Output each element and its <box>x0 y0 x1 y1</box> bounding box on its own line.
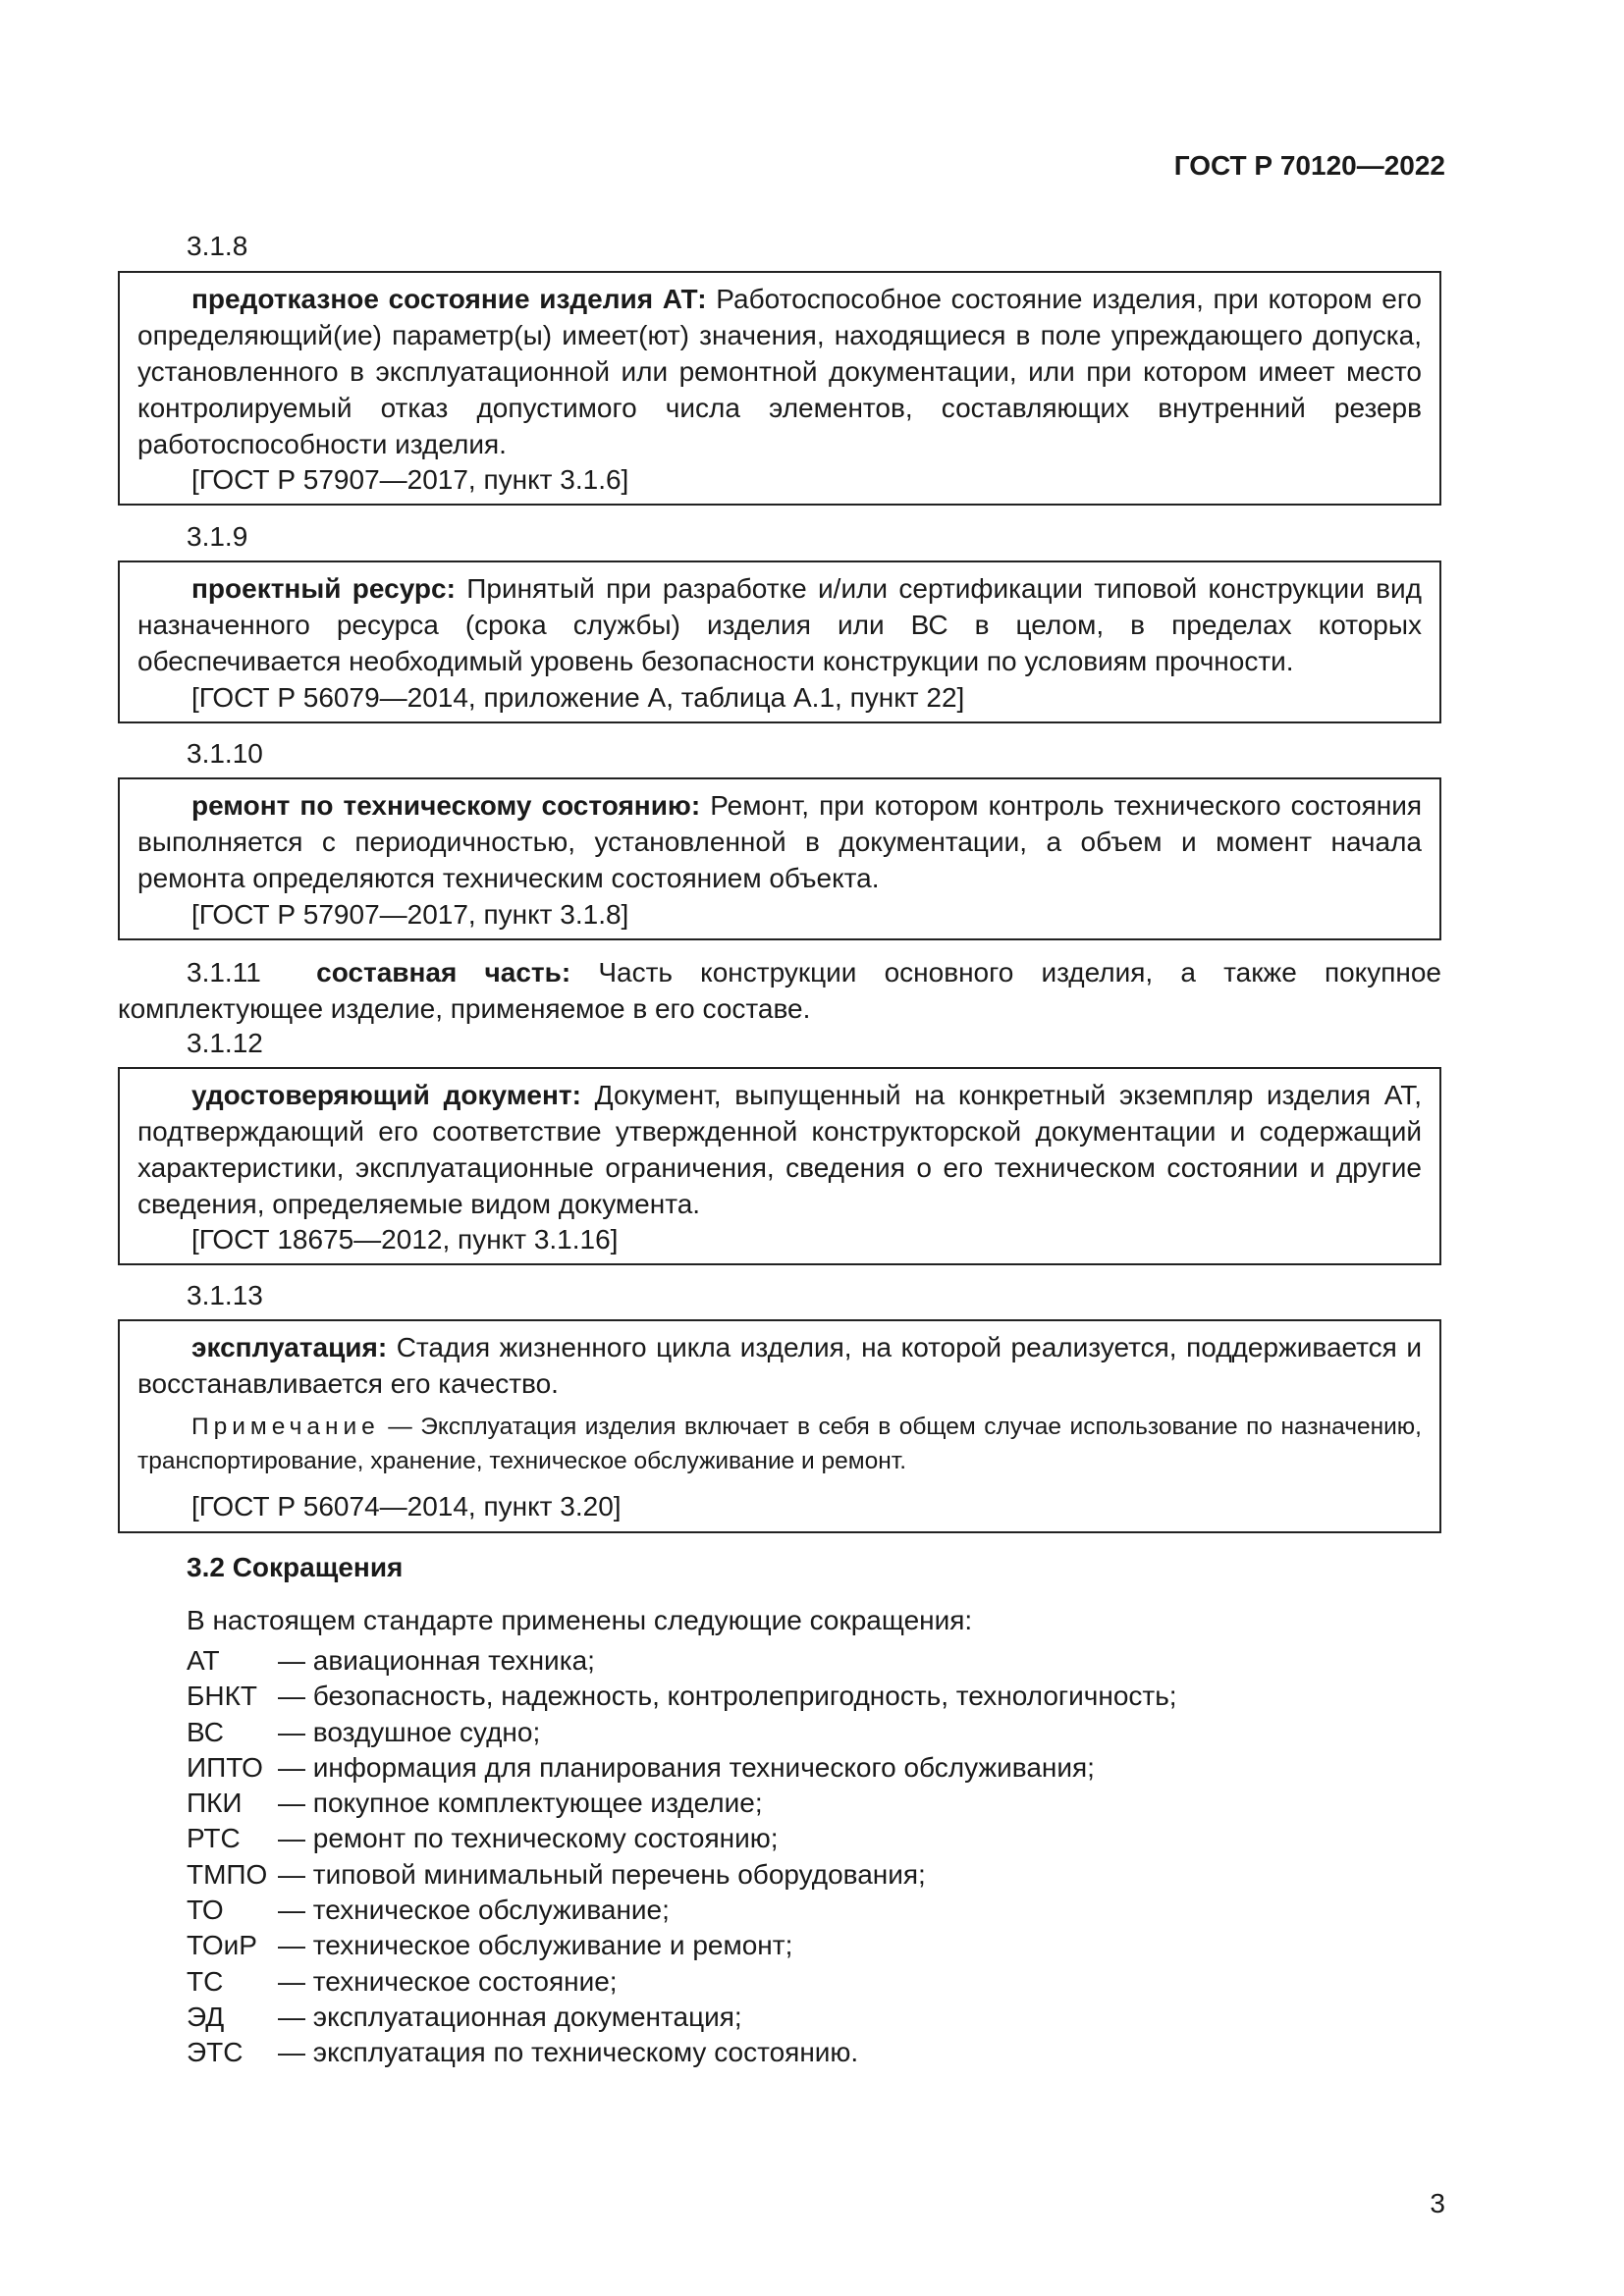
definition-text <box>137 281 1422 462</box>
abbreviation: ТМПО <box>187 1858 268 1890</box>
definition-text <box>137 1329 1422 1402</box>
document-header: ГОСТ Р 70120—2022 <box>1173 150 1445 181</box>
section-intro: В настоящем стандарте применены следующие сокращения: <box>187 1605 973 1635</box>
abbreviation: БНКТ <box>187 1681 258 1712</box>
term: предотказное состояние изделия АТ: <box>191 284 707 314</box>
definition-text <box>137 787 1422 896</box>
definition: Стадия жизненного цикла изделия, на которой реализуется, поддерживается и восстанавливается его качество. <box>137 1332 1422 1399</box>
term: ремонт по техническому состоянию: <box>191 790 701 821</box>
definition-box <box>118 1067 1441 1265</box>
term: составная часть: <box>316 957 571 988</box>
note-text: — Эксплуатация изделия включает в себя в общем случае использование по назначению, транспортирование, хранение, техническое обслуживание и ремонт. <box>137 1414 1422 1474</box>
clause-number: 3.1.11 <box>187 957 261 988</box>
abbreviation: АТ <box>187 1645 220 1676</box>
abbreviation: ИПТО <box>187 1751 263 1783</box>
abbreviation-meaning: — авиационная техника; <box>278 1645 595 1676</box>
note-label: Примечание <box>191 1414 380 1440</box>
clause-number: 3.1.12 <box>187 1028 263 1058</box>
abbreviation-meaning: — информация для планирования технического обслуживания; <box>278 1751 1095 1783</box>
abbreviation-meaning: — ремонт по техническому состоянию; <box>278 1823 779 1854</box>
abbreviation: РТС <box>187 1823 241 1854</box>
definition: Принятый при разработке и/или сертификации типовой конструкции вид назначенного ресурса (срока службы) изделия или ВС в целом, в пределах которых обеспечивается необходимый уровень безопасности конструкции по условиям прочности. <box>137 573 1422 676</box>
definition: Работоспособное состояние изделия, при котором его определяющий(ие) параметр(ы) имеет(ют) значения, находящиеся в поле упреждающего допуска, установленного в эксплуатационной или ремонтной документации, или при котором имеет место контролируемый отказ допустимого числа элементов, составляющих внутренний резерв работоспособности изделия. <box>137 284 1422 459</box>
section-title: 3.2 Сокращения <box>187 1552 404 1582</box>
definition-box <box>118 1319 1441 1533</box>
abbreviation-meaning: — техническое обслуживание; <box>278 1895 670 1926</box>
abbreviation-meaning: — безопасность, надежность, контролепригодность, технологичность; <box>278 1681 1177 1712</box>
note <box>137 1410 1422 1478</box>
definition-box <box>118 271 1441 506</box>
term: удостоверяющий документ: <box>191 1080 581 1110</box>
definition: Документ, выпущенный на конкретный экземпляр изделия АТ, подтверждающий его соответствие утвержденной конструкторской документации и содержащий характеристики, эксплуатационные ограничения, сведения о его техническом состоянии и другие сведения, определяемые видом документа. <box>137 1080 1423 1219</box>
abbreviation: ТС <box>187 1965 224 1997</box>
abbreviation-meaning: — типовой минимальный перечень оборудования; <box>278 1858 926 1890</box>
abbreviation: ТО <box>187 1895 224 1926</box>
source-reference: [ГОСТ Р 57907—2017, пункт 3.1.6] <box>191 464 629 495</box>
definition-text <box>137 570 1422 679</box>
abbreviation-meaning: — покупное комплектующее изделие; <box>278 1788 763 1819</box>
abbreviation: ТОиР <box>187 1930 257 1961</box>
definition-box <box>118 777 1441 940</box>
source-reference: [ГОСТ Р 56079—2014, приложение А, таблица А.1, пункт 22] <box>191 682 965 713</box>
abbreviation: ПКИ <box>187 1788 243 1819</box>
definition: Ремонт, при котором контроль технического состояния выполняется с периодичностью, установленной в документации, а объем и момент начала ремонта определяются техническим состоянием объекта. <box>137 790 1423 893</box>
abbreviation-meaning: — эксплуатация по техническому состоянию. <box>278 2037 859 2068</box>
definition-box <box>118 561 1441 723</box>
clause-number: 3.1.13 <box>187 1280 263 1310</box>
clause-number: 3.1.8 <box>187 231 248 261</box>
source-reference: [ГОСТ Р 57907—2017, пункт 3.1.8] <box>191 899 629 930</box>
term: эксплуатация: <box>191 1332 388 1362</box>
abbreviation: ЭД <box>187 2001 225 2032</box>
clause-number: 3.1.10 <box>187 738 263 769</box>
abbreviation-meaning: — воздушное судно; <box>278 1716 541 1747</box>
abbreviation: ВС <box>187 1716 224 1747</box>
abbreviation-meaning: — техническое состояние; <box>278 1965 618 1997</box>
abbreviation: ЭТС <box>187 2037 244 2068</box>
source-reference: [ГОСТ Р 56074—2014, пункт 3.20] <box>191 1491 622 1522</box>
source-reference: [ГОСТ 18675—2012, пункт 3.1.16] <box>191 1224 619 1255</box>
term: проектный ресурс: <box>191 573 456 604</box>
definition: Часть конструкции основного изделия, а также покупное комплектующее изделие, применяемое в его составе. <box>118 957 1442 1024</box>
definition-paragraph <box>118 954 1441 1027</box>
clause-number: 3.1.9 <box>187 521 248 552</box>
abbreviation-meaning: — эксплуатационная документация; <box>278 2001 742 2032</box>
abbreviation-meaning: — техническое обслуживание и ремонт; <box>278 1930 793 1961</box>
definition-text <box>137 1077 1422 1222</box>
page-number: 3 <box>1430 2188 1445 2218</box>
